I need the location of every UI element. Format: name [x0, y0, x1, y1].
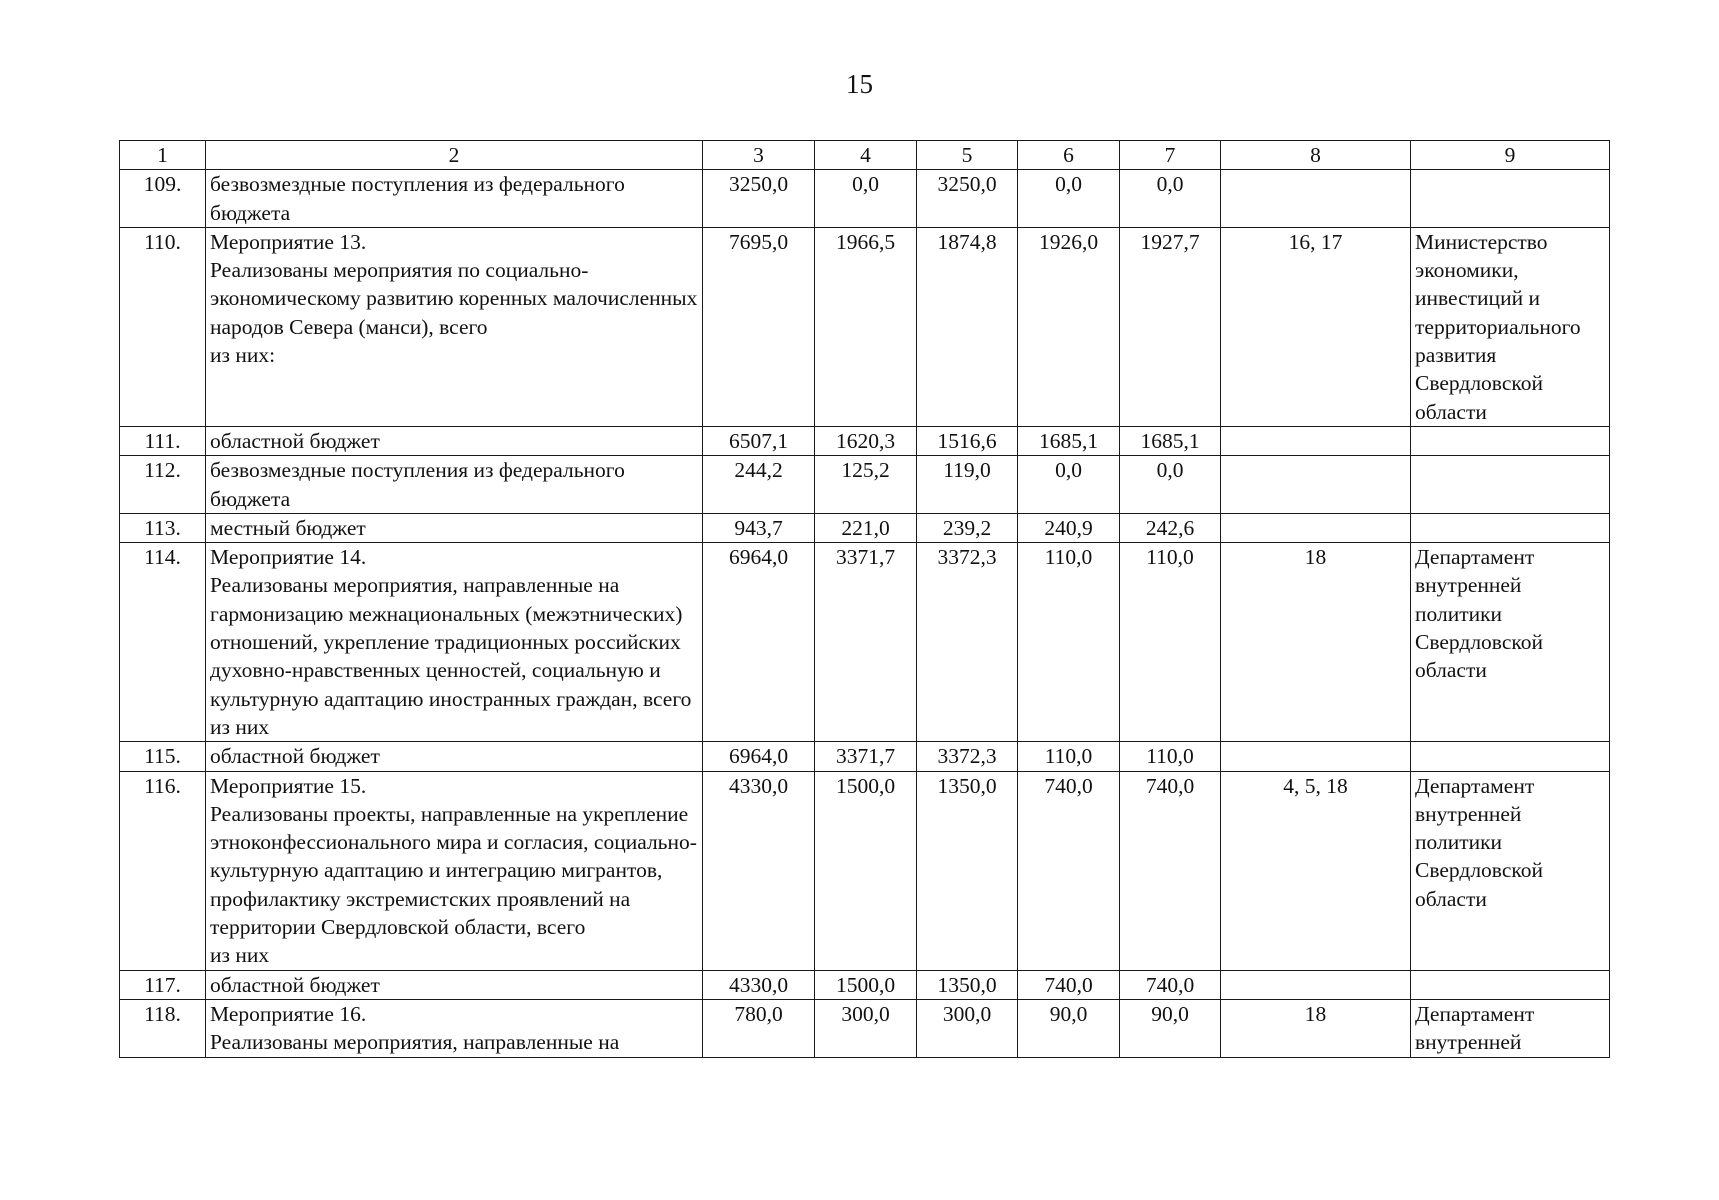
target-indicators-cell [1221, 456, 1411, 514]
year-amount-cell: 1874,8 [917, 227, 1018, 426]
measure-description-cell: областной бюджет [206, 742, 703, 771]
column-header: 3 [703, 141, 815, 170]
target-indicators-cell [1221, 970, 1411, 999]
responsible-executor-cell: Департамент внутренней политики Свердловской области [1411, 771, 1610, 970]
column-header: 6 [1018, 141, 1120, 170]
table-row [120, 543, 1610, 742]
responsible-executor-cell: Министерство экономики, инвестиций и территориального развития Свердловской области [1411, 227, 1610, 426]
year-amount-cell: 1927,7 [1120, 227, 1221, 426]
target-indicators-cell [1221, 170, 1411, 228]
year-amount-cell: 3371,7 [815, 543, 917, 742]
responsible-executor-cell: Департамент внутренней [1411, 999, 1610, 1057]
table-row [120, 999, 1610, 1057]
year-amount-cell: 1500,0 [815, 771, 917, 970]
target-indicators-cell [1221, 742, 1411, 771]
column-header: 7 [1120, 141, 1221, 170]
target-indicators-cell: 16, 17 [1221, 227, 1411, 426]
total-amount-cell: 244,2 [703, 456, 815, 514]
year-amount-cell: 1350,0 [917, 970, 1018, 999]
year-amount-cell: 740,0 [1120, 970, 1221, 999]
column-header: 2 [206, 141, 703, 170]
total-amount-cell: 943,7 [703, 513, 815, 542]
year-amount-cell: 1966,5 [815, 227, 917, 426]
year-amount-cell: 1516,6 [917, 426, 1018, 455]
year-amount-cell: 1620,3 [815, 426, 917, 455]
year-amount-cell: 300,0 [815, 999, 917, 1057]
column-header: 1 [120, 141, 206, 170]
measure-description-cell: областной бюджет [206, 426, 703, 455]
year-amount-cell: 3372,3 [917, 543, 1018, 742]
row-number-cell: 112. [120, 456, 206, 514]
measure-description-cell: Мероприятие 14. Реализованы мероприятия, направленные на гармонизацию межнациональных (межэтнических) отношений, укрепление традиционных российских духовно-нравственных ценностей, социальную и культурную адаптацию иностранных граждан, всего из них [206, 543, 703, 742]
column-header: 5 [917, 141, 1018, 170]
responsible-executor-cell [1411, 742, 1610, 771]
responsible-executor-cell [1411, 513, 1610, 542]
year-amount-cell: 3372,3 [917, 742, 1018, 771]
year-amount-cell: 0,0 [1018, 456, 1120, 514]
column-header: 8 [1221, 141, 1411, 170]
row-number-cell: 115. [120, 742, 206, 771]
year-amount-cell: 740,0 [1018, 771, 1120, 970]
year-amount-cell: 3250,0 [917, 170, 1018, 228]
total-amount-cell: 7695,0 [703, 227, 815, 426]
program-measures-table [119, 140, 1610, 1058]
table-row [120, 742, 1610, 771]
year-amount-cell: 90,0 [1120, 999, 1221, 1057]
row-number-cell: 117. [120, 970, 206, 999]
total-amount-cell: 780,0 [703, 999, 815, 1057]
row-number-cell: 116. [120, 771, 206, 970]
measure-description-cell: безвозмездные поступления из федерального бюджета [206, 170, 703, 228]
row-number-cell: 118. [120, 999, 206, 1057]
year-amount-cell: 740,0 [1120, 771, 1221, 970]
column-header: 4 [815, 141, 917, 170]
year-amount-cell: 125,2 [815, 456, 917, 514]
total-amount-cell: 4330,0 [703, 771, 815, 970]
table-row [120, 227, 1610, 426]
year-amount-cell: 1685,1 [1120, 426, 1221, 455]
table-row [120, 456, 1610, 514]
total-amount-cell: 6507,1 [703, 426, 815, 455]
table-row [120, 771, 1610, 970]
year-amount-cell: 242,6 [1120, 513, 1221, 542]
year-amount-cell: 740,0 [1018, 970, 1120, 999]
target-indicators-cell: 4, 5, 18 [1221, 771, 1411, 970]
measure-description-cell: областной бюджет [206, 970, 703, 999]
measure-description-cell: безвозмездные поступления из федерального бюджета [206, 456, 703, 514]
year-amount-cell: 110,0 [1120, 543, 1221, 742]
table-row [120, 426, 1610, 455]
target-indicators-cell: 18 [1221, 999, 1411, 1057]
year-amount-cell: 90,0 [1018, 999, 1120, 1057]
year-amount-cell: 0,0 [1120, 456, 1221, 514]
responsible-executor-cell [1411, 456, 1610, 514]
year-amount-cell: 240,9 [1018, 513, 1120, 542]
target-indicators-cell [1221, 426, 1411, 455]
row-number-cell: 110. [120, 227, 206, 426]
year-amount-cell: 110,0 [1018, 543, 1120, 742]
measure-description-cell: Мероприятие 16. Реализованы мероприятия, направленные на [206, 999, 703, 1057]
row-number-cell: 113. [120, 513, 206, 542]
year-amount-cell: 0,0 [1120, 170, 1221, 228]
year-amount-cell: 119,0 [917, 456, 1018, 514]
column-number-row [120, 141, 1610, 170]
year-amount-cell: 1350,0 [917, 771, 1018, 970]
year-amount-cell: 1926,0 [1018, 227, 1120, 426]
row-number-cell: 111. [120, 426, 206, 455]
year-amount-cell: 239,2 [917, 513, 1018, 542]
year-amount-cell: 300,0 [917, 999, 1018, 1057]
row-number-cell: 109. [120, 170, 206, 228]
table-row [120, 170, 1610, 228]
measure-description-cell: Мероприятие 15. Реализованы проекты, направленные на укрепление этноконфессионального мира и согласия, социально-культурную адаптацию и интеграцию мигрантов, профилактику экстремистских проявлений на территории Свердловской области, всего из них [206, 771, 703, 970]
row-number-cell: 114. [120, 543, 206, 742]
responsible-executor-cell [1411, 170, 1610, 228]
target-indicators-cell [1221, 513, 1411, 542]
responsible-executor-cell [1411, 970, 1610, 999]
table-row [120, 513, 1610, 542]
year-amount-cell: 3371,7 [815, 742, 917, 771]
page-number: 15 [846, 69, 873, 99]
column-header: 9 [1411, 141, 1610, 170]
year-amount-cell: 110,0 [1120, 742, 1221, 771]
year-amount-cell: 110,0 [1018, 742, 1120, 771]
year-amount-cell: 1500,0 [815, 970, 917, 999]
responsible-executor-cell: Департамент внутренней политики Свердловской области [1411, 543, 1610, 742]
year-amount-cell: 0,0 [815, 170, 917, 228]
target-indicators-cell: 18 [1221, 543, 1411, 742]
total-amount-cell: 6964,0 [703, 543, 815, 742]
year-amount-cell: 0,0 [1018, 170, 1120, 228]
year-amount-cell: 1685,1 [1018, 426, 1120, 455]
total-amount-cell: 6964,0 [703, 742, 815, 771]
measure-description-cell: Мероприятие 13. Реализованы мероприятия по социально-экономическому развитию коренных малочисленных народов Севера (манси), всего из них: [206, 227, 703, 426]
responsible-executor-cell [1411, 426, 1610, 455]
table-row [120, 970, 1610, 999]
year-amount-cell: 221,0 [815, 513, 917, 542]
total-amount-cell: 4330,0 [703, 970, 815, 999]
measure-description-cell: местный бюджет [206, 513, 703, 542]
total-amount-cell: 3250,0 [703, 170, 815, 228]
